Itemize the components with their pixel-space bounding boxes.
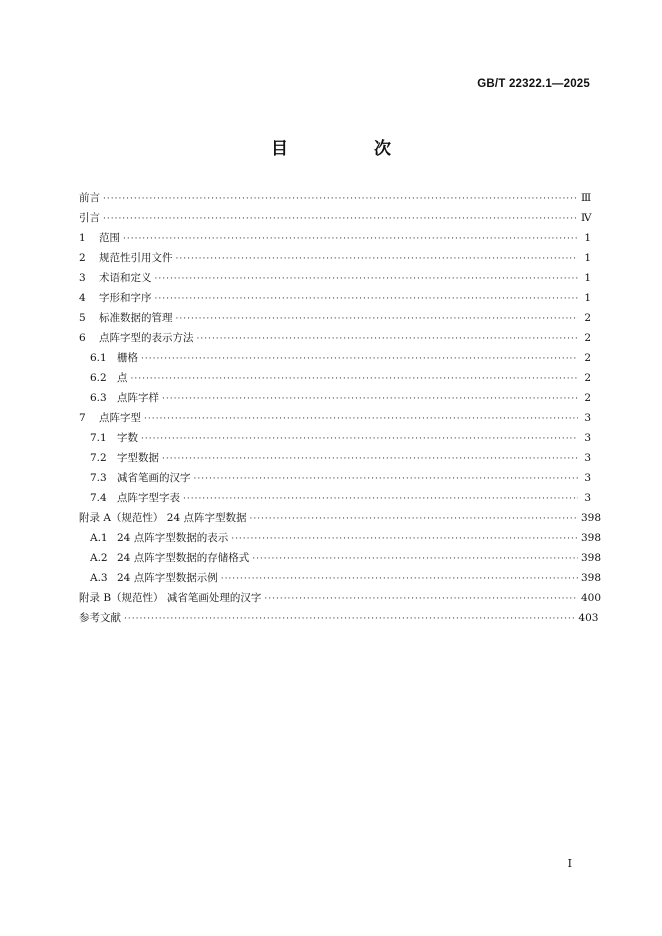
- toc-entry[interactable]: [79, 488, 591, 508]
- toc-entry-title: 点阵字型的表示方法: [99, 332, 194, 344]
- toc-entry-page: 398: [581, 552, 602, 564]
- toc-entry[interactable]: [79, 588, 602, 608]
- toc-entry-page: 3: [584, 432, 591, 444]
- toc-entry[interactable]: [79, 208, 591, 228]
- toc-entry[interactable]: [79, 248, 591, 268]
- toc-entry[interactable]: [79, 188, 591, 208]
- toc-entry[interactable]: [79, 428, 591, 448]
- toc-entry-page: Ⅲ: [581, 192, 592, 204]
- toc-entry-title: 字形和字序: [99, 292, 152, 304]
- toc-entry[interactable]: [79, 548, 602, 568]
- toc-leader-dots: [141, 429, 578, 449]
- toc-entry-page: 1: [584, 272, 591, 284]
- toc-entry[interactable]: [79, 308, 591, 328]
- toc-leader-dots: [197, 329, 579, 349]
- toc-leader-dots: [155, 269, 579, 289]
- toc-entry-title: 字型数据: [117, 452, 159, 464]
- toc-entry-number: 7.4: [90, 492, 107, 504]
- toc-entry-page: 398: [581, 532, 602, 544]
- page-number: Ⅰ: [567, 857, 572, 870]
- toc-entry-page: Ⅳ: [581, 212, 592, 224]
- toc-entry[interactable]: [79, 228, 591, 248]
- toc-entry-number: 6.1: [90, 352, 107, 364]
- toc-entry[interactable]: [79, 468, 591, 488]
- toc-entry-title: 参考文献: [79, 612, 121, 624]
- toc-entry-number: 5: [79, 312, 86, 324]
- toc-entry-page: 3: [584, 452, 591, 464]
- toc-entry-number: 7: [79, 412, 86, 424]
- toc-entry-page: 1: [584, 252, 591, 264]
- toc-entry-number: 4: [79, 292, 86, 304]
- toc-entry-number: 7.2: [90, 452, 107, 464]
- toc-entry-title: 前言: [79, 192, 100, 204]
- toc-leader-dots: [144, 409, 578, 429]
- toc-entry-title: 引言: [79, 212, 100, 224]
- toc-entry-number: 6: [79, 332, 86, 344]
- toc-entry[interactable]: [79, 508, 602, 528]
- page-title: 目 次: [271, 139, 431, 159]
- toc-entry[interactable]: [79, 348, 591, 368]
- toc-entry-number: 2: [79, 252, 86, 264]
- toc-entry-title: 标准数据的管理: [99, 312, 173, 324]
- toc-leader-dots: [162, 389, 578, 409]
- toc-entry-number: 7.3: [90, 472, 107, 484]
- toc-leader-dots: [264, 589, 578, 609]
- toc-leader-dots: [183, 489, 578, 509]
- toc-entry-page: 400: [581, 592, 602, 604]
- toc-entry[interactable]: [79, 408, 591, 428]
- toc-entry-title: 24 点阵字型数据的存储格式: [117, 552, 250, 564]
- toc-entry-title: 点阵字样: [117, 392, 159, 404]
- toc-leader-dots: [155, 289, 579, 309]
- toc-entry-page: 1: [584, 292, 591, 304]
- toc-entry-title: 术语和定义: [99, 272, 152, 284]
- table-of-contents: [79, 188, 602, 628]
- toc-entry-title: 24 点阵字型数据示例: [117, 572, 218, 584]
- toc-entry-title: 减省笔画的汉字: [117, 472, 191, 484]
- toc-entry-number: 1: [79, 232, 86, 244]
- toc-leader-dots: [131, 369, 579, 389]
- toc-leader-dots: [231, 529, 578, 549]
- toc-entry-title: 附录 A（规范性） 24 点阵字型数据: [79, 512, 247, 524]
- toc-entry-page: 3: [584, 492, 591, 504]
- toc-entry[interactable]: [79, 268, 591, 288]
- toc-entry-page: 2: [584, 352, 591, 364]
- toc-entry-title: 点: [117, 372, 128, 384]
- toc-leader-dots: [252, 549, 578, 569]
- toc-entry-title: 点阵字型字表: [117, 492, 180, 504]
- toc-entry-number: 3: [79, 272, 86, 284]
- toc-entry-title: 范围: [99, 232, 120, 244]
- toc-leader-dots: [221, 569, 578, 589]
- toc-entry-number: 6.2: [90, 372, 107, 384]
- toc-entry-number: 6.3: [90, 392, 107, 404]
- toc-entry[interactable]: [79, 568, 602, 588]
- toc-entry[interactable]: [79, 388, 591, 408]
- standard-code: GB/T 22322.1—2025: [477, 78, 590, 90]
- toc-leader-dots: [103, 209, 578, 229]
- toc-entry-page: 2: [584, 392, 591, 404]
- toc-entry-page: 403: [578, 612, 599, 624]
- toc-entry-page: 2: [584, 332, 591, 344]
- toc-entry-title: 栅格: [117, 352, 138, 364]
- toc-leader-dots: [103, 189, 578, 209]
- toc-leader-dots: [176, 309, 579, 329]
- toc-entry[interactable]: [79, 328, 591, 348]
- toc-entry-number: 7.1: [90, 432, 107, 444]
- toc-entry-number: A.1: [90, 532, 108, 544]
- toc-leader-dots: [176, 249, 579, 269]
- toc-leader-dots: [162, 449, 578, 469]
- toc-entry-page: 1: [584, 232, 591, 244]
- toc-entry-page: 398: [581, 572, 602, 584]
- toc-entry-page: 398: [581, 512, 602, 524]
- toc-leader-dots: [124, 609, 575, 629]
- toc-leader-dots: [194, 469, 579, 489]
- toc-entry-title: 字数: [117, 432, 138, 444]
- toc-entry-page: 2: [584, 372, 591, 384]
- toc-entry-title: 24 点阵字型数据的表示: [117, 532, 229, 544]
- toc-leader-dots: [123, 229, 578, 249]
- toc-entry[interactable]: [79, 368, 591, 388]
- toc-entry[interactable]: [79, 288, 591, 308]
- toc-entry-number: A.2: [90, 552, 108, 564]
- toc-entry-page: 3: [584, 472, 591, 484]
- toc-entry[interactable]: [79, 608, 599, 628]
- toc-entry[interactable]: [79, 448, 591, 468]
- toc-entry-title: 点阵字型: [99, 412, 141, 424]
- toc-entry-title: 规范性引用文件: [99, 252, 173, 264]
- toc-entry[interactable]: [79, 528, 602, 548]
- toc-leader-dots: [141, 349, 578, 369]
- toc-entry-page: 2: [584, 312, 591, 324]
- toc-entry-number: A.3: [90, 572, 108, 584]
- toc-leader-dots: [249, 509, 578, 529]
- toc-entry-title: 附录 B（规范性） 减省笔画处理的汉字: [79, 592, 262, 604]
- toc-entry-page: 3: [584, 412, 591, 424]
